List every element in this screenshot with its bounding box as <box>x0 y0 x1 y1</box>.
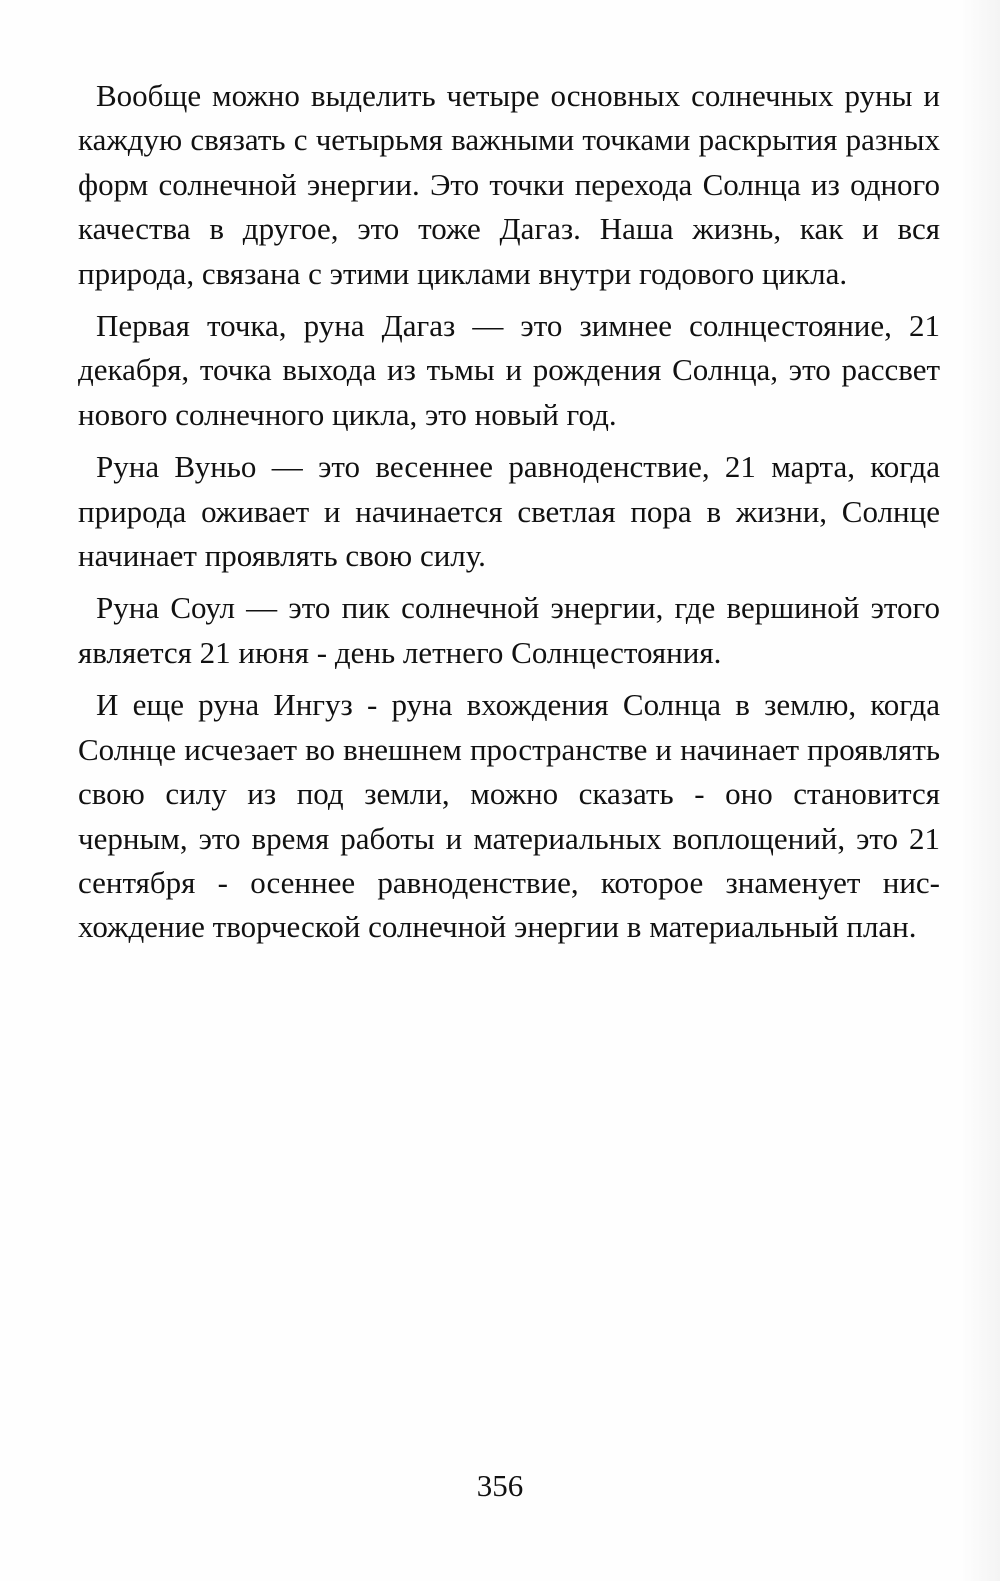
paragraph-4: Руна Соул — это пик солнечной энергии, где вершиной этого является 21 июня - день летнего Солнцестояния. <box>78 590 940 670</box>
paragraph-2: Первая точка, руна Дагаз — это зимнее солнцестояние, 21 декабря, точка выхода из тьмы и рождения Солнца, это рассвет нового солнечного цикла, это новый год. <box>78 308 940 432</box>
paragraph-1: Вообще можно выделить четыре основных солнечных руны и каждую связать с четырьмя важными точками раскрытия разных форм солнечной энергии. Это точки перехода Солнца из одного качества в другое, это тоже Дагаз. Наша жизнь, как и вся природа, связана с этими циклами внутри годового цикла. <box>78 78 940 291</box>
page-number: 356 <box>476 1468 524 1503</box>
paragraph-3: Руна Вуньо — это весеннее равноденствие, 21 марта, когда природа оживает и начинается светлая пора в жизни, Солнце начинает проявлять свою силу. <box>78 449 940 574</box>
body-text <box>78 74 940 958</box>
page-edge-shadow <box>960 0 1000 1581</box>
paragraph-5: И еще руна Ингуз - руна вхождения Солнца в землю, когда Солнце исчезает во внешнем пространстве и начинает проявлять свою силу из под земли, можно сказать - оно становится черным, это время работы и материальных воплощений, это 21 сентября - осеннее равноденствие, которое знаменует нисхождение творческой солнечной энергии в материальный план. <box>78 687 940 945</box>
